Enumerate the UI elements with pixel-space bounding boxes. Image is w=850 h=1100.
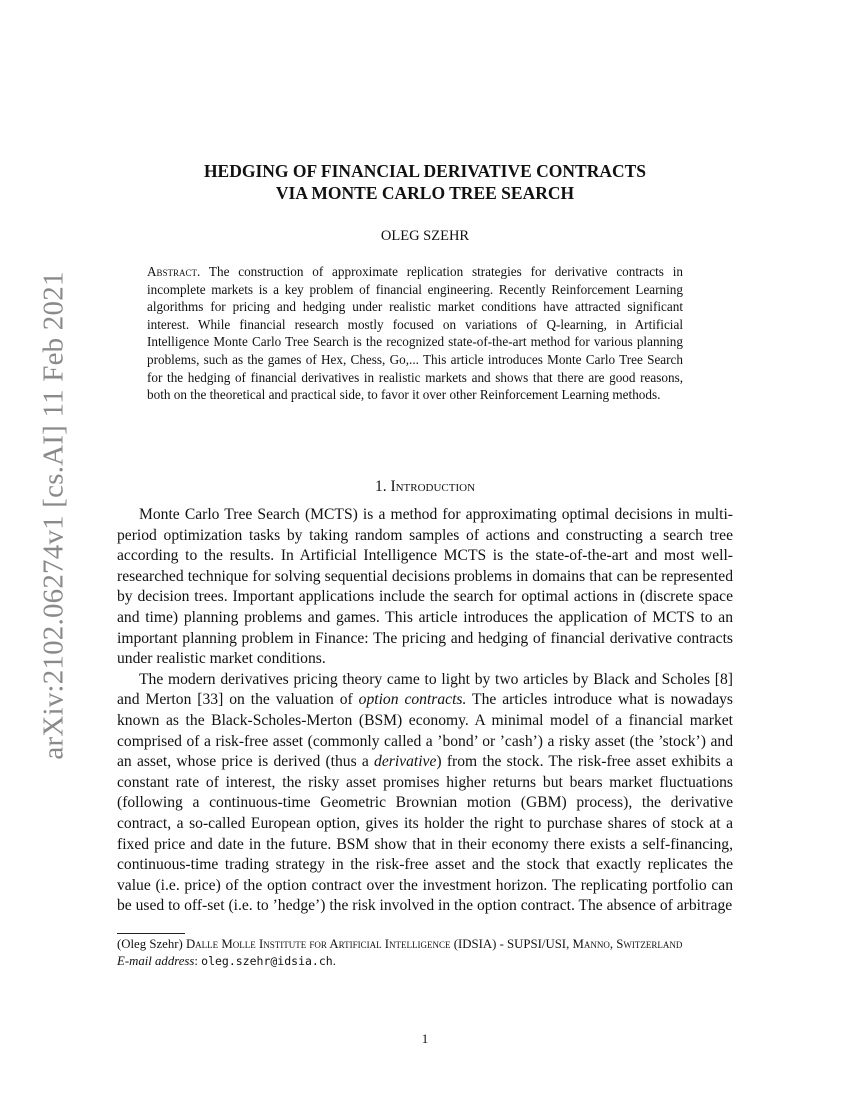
abstract-label: Abstract. (147, 264, 201, 279)
footnote (117, 936, 733, 970)
paper-title (117, 160, 733, 204)
footnote-email-row: E-mail address: oleg.szehr@idsia.ch. (117, 954, 336, 968)
title-line-1: HEDGING OF FINANCIAL DERIVATIVE CONTRACTS (203, 161, 647, 181)
paragraph-2-part-1: The modern derivatives pricing theory came to light by two articles by Black and Scholes [8] and Merton [33] on the valuation of (117, 670, 733, 709)
author-name: OLEG SZEHR (380, 228, 470, 244)
paragraph-2 (117, 670, 733, 917)
footnote-affiliation: Dalle Molle Institute for Artificial Intelligence (IDSIA) - SUPSI/USI, Manno, Switzerland (185, 937, 683, 951)
paragraph-2-emphasis-2: derivative (374, 753, 437, 771)
body-text (117, 505, 733, 917)
paragraph-2-part-2: The articles introduce what is nowadays known as the Black-Scholes-Merton (BSM) economy. A minimal model of a financial market comprised of a risk-free asset (commonly called a ’bond’ or ’cash’) a risky asset (the ’stock’) and an asset, whose price is derived (thus a (117, 691, 733, 771)
arxiv-identifier: arXiv:2102.06274v1 [cs.AI] 11 Feb 2021 (37, 270, 70, 760)
email-link[interactable]: oleg.szehr@idsia.ch (201, 954, 333, 968)
footnote-rule (117, 933, 185, 934)
footnote-prefix: (Oleg Szehr) (117, 937, 186, 951)
paragraph-2-emphasis-1: option contracts. (358, 691, 467, 709)
title-line-2: VIA MONTE CARLO TREE SEARCH (275, 183, 575, 203)
email-label: E-mail address (117, 954, 195, 968)
page-number: 1 (421, 1031, 429, 1046)
arxiv-side-stamp (33, 270, 75, 760)
abstract (147, 263, 683, 404)
section-heading: 1. Introduction (374, 478, 476, 495)
abstract-text: The construction of approximate replication strategies for derivative contracts in incomplete markets is a key problem of financial engineering. Recently Reinforcement Learning algorithms for pricing and hedging under realistic market conditions have attracted significant interest. While financial research mostly focused on variations of Q-learning, in Artificial Intelligence Monte Carlo Tree Search is the recognized state-of-the-art method for various planning problems, such as the games of Hex, Chess, Go,... This article introduces Monte Carlo Tree Search for the hedging of financial derivatives in realistic markets and shows that there are good reasons, both on the theoretical and practical side, to favor it over other Reinforcement Learning methods. (147, 264, 683, 403)
paragraph-1: Monte Carlo Tree Search (MCTS) is a method for approximating optimal decisions in multi-period optimization tasks by taking random samples of actions and constructing a search tree according to the results. In Artificial Intelligence MCTS is the state-of-the-art and most well-researched technique for solving sequential decisions problems in domains that can be represented by decision trees. Important applications include the search for optimal actions in (discrete space and time) planning problems and games. This article introduces the application of MCTS to an important planning problem in Finance: The pricing and hedging of financial derivative contracts under realistic market conditions. (117, 506, 733, 668)
paragraph-2-part-3: ) from the stock. The risk-free asset exhibits a constant rate of interest, the risky asset promises higher returns but bears market fluctuations (following a continuous-time Geometric Brownian motion (GBM) process), the derivative contract, a so-called European option, gives its holder the right to purchase shares of stock at a fixed price and date in the future. BSM show that in their economy there exists a self-financing, continuous-time trading strategy in the risk-free asset and the stock that exactly replicates the value (i.e. price) of the option contract over the investment horizon. The replicating portfolio can be used to off-set (i.e. to ’hedge’) the risk involved in the option contract. The absence of arbitrage (117, 753, 733, 915)
